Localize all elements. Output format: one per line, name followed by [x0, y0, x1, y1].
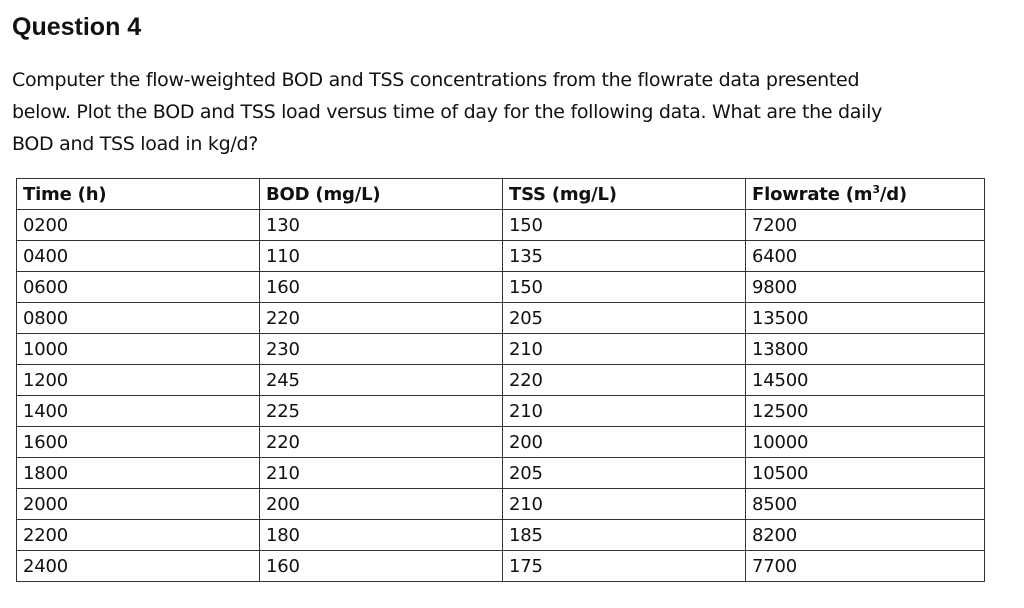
- table-row: [17, 365, 985, 396]
- cell-bod: 110: [260, 241, 503, 272]
- question-title: Question 4: [12, 13, 142, 41]
- cell-tss: 210: [503, 334, 746, 365]
- cell-time: 0400: [17, 241, 260, 272]
- cell-bod: 225: [260, 396, 503, 427]
- cell-bod: 220: [260, 303, 503, 334]
- cell-time: 2200: [17, 520, 260, 551]
- data-table: [16, 178, 985, 582]
- header-flowrate-prefix: Flowrate (m: [752, 183, 873, 205]
- header-flowrate: [746, 179, 985, 210]
- cell-tss: 135: [503, 241, 746, 272]
- cell-tss: 175: [503, 551, 746, 582]
- cell-time: 1000: [17, 334, 260, 365]
- cell-tss: 205: [503, 458, 746, 489]
- cell-flowrate: 13500: [746, 303, 985, 334]
- cell-flowrate: 9800: [746, 272, 985, 303]
- cell-time: 0600: [17, 272, 260, 303]
- cell-bod: 230: [260, 334, 503, 365]
- cell-bod: 160: [260, 551, 503, 582]
- cell-time: 0200: [17, 210, 260, 241]
- cell-tss: 150: [503, 210, 746, 241]
- header-flowrate-exponent: 3: [872, 182, 880, 196]
- cell-time: 1600: [17, 427, 260, 458]
- cell-flowrate: 12500: [746, 396, 985, 427]
- cell-bod: 220: [260, 427, 503, 458]
- cell-tss: 210: [503, 489, 746, 520]
- table-row: [17, 210, 985, 241]
- table-row: [17, 458, 985, 489]
- question-text-line-3: BOD and TSS load in kg/d?: [12, 133, 258, 155]
- header-time: Time (h): [17, 179, 260, 210]
- table-row: [17, 427, 985, 458]
- question-text: [12, 64, 1012, 160]
- cell-time: 1400: [17, 396, 260, 427]
- cell-flowrate: 7200: [746, 210, 985, 241]
- table-row: [17, 520, 985, 551]
- question-text-line-2: below. Plot the BOD and TSS load versus time of day for the following data. What are the daily: [12, 101, 883, 123]
- cell-flowrate: 6400: [746, 241, 985, 272]
- header-tss: TSS (mg/L): [503, 179, 746, 210]
- table-row: [17, 489, 985, 520]
- table-row: [17, 303, 985, 334]
- cell-flowrate: 8200: [746, 520, 985, 551]
- table-row: [17, 551, 985, 582]
- cell-flowrate: 14500: [746, 365, 985, 396]
- cell-tss: 205: [503, 303, 746, 334]
- cell-flowrate: 10500: [746, 458, 985, 489]
- table-row: [17, 334, 985, 365]
- cell-bod: 130: [260, 210, 503, 241]
- header-flowrate-suffix: /d): [879, 183, 907, 205]
- cell-bod: 180: [260, 520, 503, 551]
- cell-tss: 220: [503, 365, 746, 396]
- table-row: [17, 272, 985, 303]
- cell-time: 0800: [17, 303, 260, 334]
- question-text-line-1: Computer the flow-weighted BOD and TSS concentrations from the flowrate data presented: [12, 69, 860, 91]
- cell-tss: 185: [503, 520, 746, 551]
- cell-tss: 200: [503, 427, 746, 458]
- cell-flowrate: 13800: [746, 334, 985, 365]
- header-bod: BOD (mg/L): [260, 179, 503, 210]
- cell-bod: 245: [260, 365, 503, 396]
- cell-bod: 210: [260, 458, 503, 489]
- cell-tss: 210: [503, 396, 746, 427]
- cell-flowrate: 10000: [746, 427, 985, 458]
- cell-flowrate: 7700: [746, 551, 985, 582]
- table-row: [17, 396, 985, 427]
- table-header-row: [17, 179, 985, 210]
- cell-time: 2400: [17, 551, 260, 582]
- cell-flowrate: 8500: [746, 489, 985, 520]
- cell-time: 2000: [17, 489, 260, 520]
- cell-bod: 200: [260, 489, 503, 520]
- cell-tss: 150: [503, 272, 746, 303]
- table-row: [17, 241, 985, 272]
- cell-time: 1200: [17, 365, 260, 396]
- cell-bod: 160: [260, 272, 503, 303]
- table-body: [17, 210, 985, 582]
- cell-time: 1800: [17, 458, 260, 489]
